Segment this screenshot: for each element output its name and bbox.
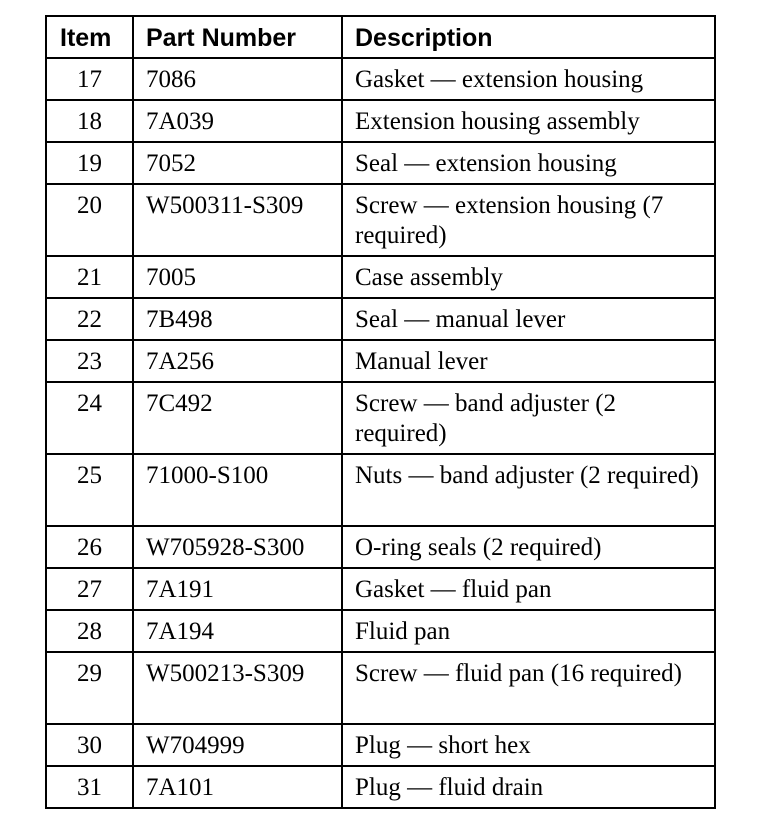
- table-row: [46, 382, 715, 454]
- table-row: [46, 256, 715, 298]
- column-header-description: Description: [342, 16, 715, 58]
- table-row: [46, 100, 715, 142]
- item-cell: 27: [46, 568, 133, 610]
- item-cell: 21: [46, 256, 133, 298]
- part-number-cell: 7A039: [133, 100, 342, 142]
- item-cell: 17: [46, 58, 133, 100]
- table-row: [46, 652, 715, 724]
- table-row: [46, 610, 715, 652]
- description-cell: O-ring seals (2 required): [342, 526, 715, 568]
- description-cell: Seal — manual lever: [342, 298, 715, 340]
- table-row: [46, 454, 715, 526]
- item-cell: 23: [46, 340, 133, 382]
- table-row: [46, 58, 715, 100]
- part-number-cell: 7086: [133, 58, 342, 100]
- part-number-cell: W705928-S300: [133, 526, 342, 568]
- item-cell: 28: [46, 610, 133, 652]
- part-number-cell: 7A191: [133, 568, 342, 610]
- part-number-cell: 7A194: [133, 610, 342, 652]
- item-cell: 29: [46, 652, 133, 724]
- part-number-cell: W500311-S309: [133, 184, 342, 256]
- item-cell: 20: [46, 184, 133, 256]
- description-cell: Nuts — band adjuster (2 required): [342, 454, 715, 526]
- part-number-cell: 7C492: [133, 382, 342, 454]
- description-cell: Plug — fluid drain: [342, 766, 715, 808]
- table-row: [46, 568, 715, 610]
- description-cell: Manual lever: [342, 340, 715, 382]
- part-number-cell: W704999: [133, 724, 342, 766]
- part-number-cell: W500213-S309: [133, 652, 342, 724]
- description-cell: Plug — short hex: [342, 724, 715, 766]
- description-cell: Fluid pan: [342, 610, 715, 652]
- part-number-cell: 7A101: [133, 766, 342, 808]
- table-row: [46, 184, 715, 256]
- item-cell: 24: [46, 382, 133, 454]
- column-header-part-number: Part Number: [133, 16, 342, 58]
- item-cell: 30: [46, 724, 133, 766]
- part-number-cell: 7B498: [133, 298, 342, 340]
- table-row: [46, 298, 715, 340]
- item-cell: 26: [46, 526, 133, 568]
- item-cell: 25: [46, 454, 133, 526]
- parts-table: [45, 15, 716, 809]
- description-cell: Gasket — fluid pan: [342, 568, 715, 610]
- description-cell: Gasket — extension housing: [342, 58, 715, 100]
- column-header-item: Item: [46, 16, 133, 58]
- table-header-row: [46, 16, 715, 58]
- part-number-cell: 7005: [133, 256, 342, 298]
- item-cell: 31: [46, 766, 133, 808]
- table-row: [46, 526, 715, 568]
- description-cell: Screw — fluid pan (16 required): [342, 652, 715, 724]
- description-cell: Extension housing assembly: [342, 100, 715, 142]
- table-row: [46, 340, 715, 382]
- description-cell: Case assembly: [342, 256, 715, 298]
- table-row: [46, 724, 715, 766]
- description-cell: Seal — extension housing: [342, 142, 715, 184]
- part-number-cell: 71000-S100: [133, 454, 342, 526]
- item-cell: 19: [46, 142, 133, 184]
- item-cell: 22: [46, 298, 133, 340]
- item-cell: 18: [46, 100, 133, 142]
- description-cell: Screw — extension housing (7 required): [342, 184, 715, 256]
- part-number-cell: 7A256: [133, 340, 342, 382]
- description-cell: Screw — band adjuster (2 required): [342, 382, 715, 454]
- part-number-cell: 7052: [133, 142, 342, 184]
- table-row: [46, 142, 715, 184]
- table-row: [46, 766, 715, 808]
